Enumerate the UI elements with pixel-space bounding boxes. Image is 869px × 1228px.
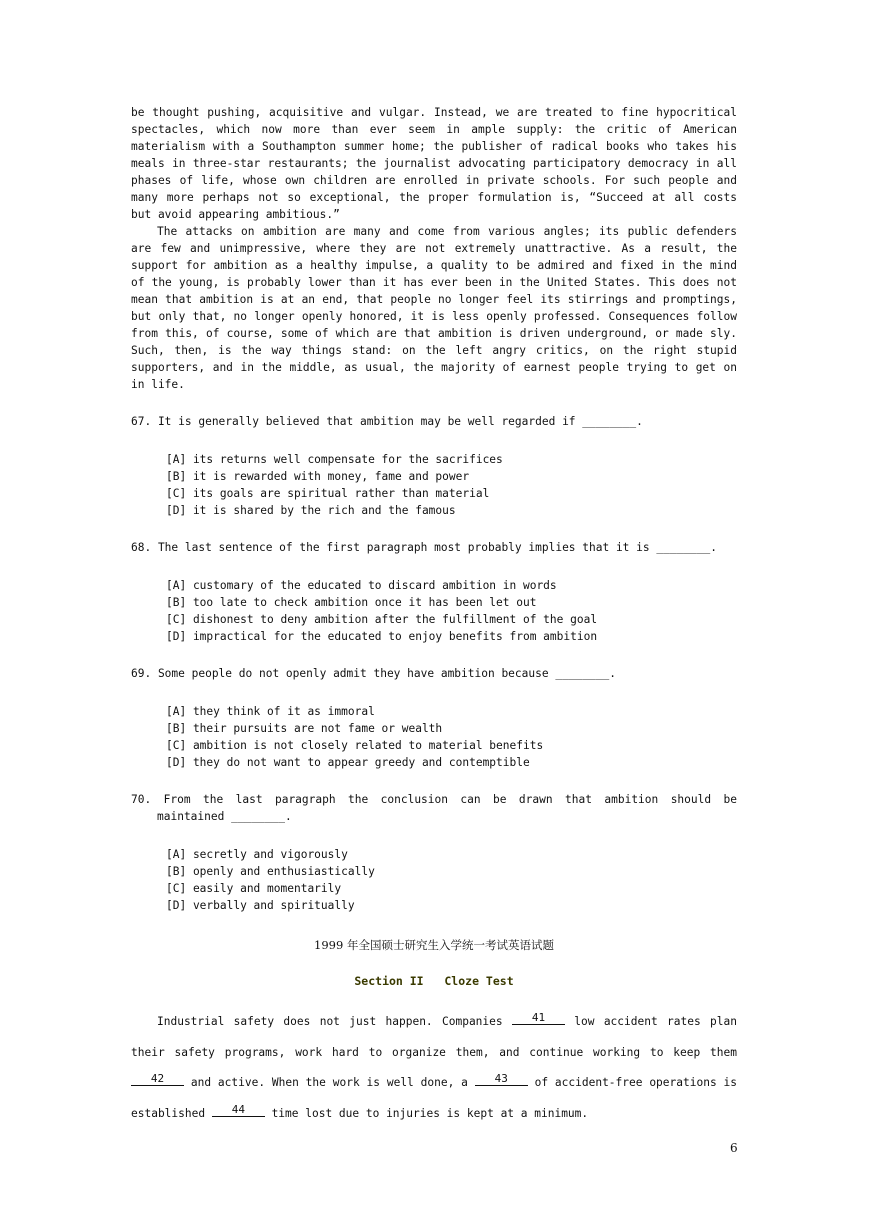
question-70-options (131, 846, 737, 914)
cloze-text: Industrial safety does not just happen. Companies (157, 1015, 512, 1028)
question-67-options (131, 451, 737, 519)
blank-41[interactable] (512, 1010, 565, 1025)
question-69-options (131, 703, 737, 771)
blank-number: 41 (531, 1011, 546, 1024)
option-b: [B] openly and enthusiastically (166, 865, 375, 878)
passage-paragraph-2: The attacks on ambition are many and come from various angles; its public defenders are few and unimpressive, where they are not extremely unattractive. As a result, the support for ambition as a healthy impulse, a quality to be admired and fixed in the mind of the young, is probably lower than it has ever been in the United States. This does not mean that ambition is at an end, that people no longer feel its stirrings and promptings, but only that, no longer openly honored, it is less openly professed. Consequences follow from this, of course, some of which are that ambition is driven underground, or made sly. Such, then, is the way things stand: on the left angry critics, on the right stupid supporters, and in the middle, as usual, the majority of earnest people trying to get on in life. (131, 225, 737, 391)
cloze-text: of accident-free operations is established (131, 1076, 737, 1120)
option-b: [B] too late to check ambition once it has been let out (166, 596, 537, 609)
option-a: [A] they think of it as immoral (166, 705, 375, 718)
option-d: [D] they do not want to appear greedy and contemptible (166, 756, 530, 769)
cloze-paragraph (131, 1007, 737, 1129)
blank-number: 42 (150, 1072, 165, 1085)
option-a: [A] customary of the educated to discard ambition in words (166, 579, 557, 592)
page-number: 6 (730, 1141, 738, 1155)
blank-44[interactable] (212, 1102, 265, 1117)
exam-title: 1999 年全国硕士研究生入学统一考试英语试题 (314, 938, 554, 952)
question-68-stem: 68. The last sentence of the first paragraph most probably implies that it is ________. (131, 541, 717, 554)
blank-42[interactable] (131, 1071, 184, 1086)
blank-number: 44 (231, 1102, 245, 1116)
question-67-stem: 67. It is generally believed that ambition may be well regarded if ________. (131, 415, 643, 428)
option-b: [B] it is rewarded with money, fame and power (166, 470, 470, 483)
blank-43[interactable] (475, 1071, 528, 1086)
option-a: [A] secretly and vigorously (166, 848, 348, 861)
option-d: [D] verbally and spiritually (166, 899, 355, 912)
option-d: [D] it is shared by the rich and the famous (166, 504, 456, 517)
blank-number: 43 (494, 1072, 508, 1085)
page-content (131, 104, 737, 1129)
option-a: [A] its returns well compensate for the sacrifices (166, 453, 503, 466)
option-c: [C] easily and momentarily (166, 882, 342, 895)
section-title: Section II Cloze Test (354, 974, 514, 988)
question-70-stem: 70. From the last paragraph the conclusion can be drawn that ambition should be maintained ________. (131, 793, 737, 823)
option-c: [C] ambition is not closely related to material benefits (166, 739, 544, 752)
option-c: [C] its goals are spiritual rather than material (166, 487, 490, 500)
option-c: [C] dishonest to deny ambition after the fulfillment of the goal (166, 613, 598, 626)
cloze-text: and active. When the work is well done, a (184, 1076, 475, 1089)
option-d: [D] impractical for the educated to enjoy benefits from ambition (166, 630, 598, 643)
cloze-text: time lost due to injuries is kept at a minimum. (264, 1106, 589, 1120)
cloze-text: low accident rates plan their safety programs, work hard to organize them, and continue working to keep them (131, 1015, 737, 1059)
passage-paragraph-1: be thought pushing, acquisitive and vulgar. Instead, we are treated to fine hypocritical spectacles, which now more than ever seem in ample supply: the critic of American materialism with a Southampton summer home; the publisher of radical books who takes his meals in three-star restaurants; the journalist advocating participatory democracy in all phases of life, whose own children are enrolled in private schools. For such people and many more perhaps not so exceptional, the proper formulation is, “Succeed at all costs but avoid appearing ambitious.” (131, 106, 737, 221)
option-b: [B] their pursuits are not fame or wealth (166, 722, 443, 735)
question-69-stem: 69. Some people do not openly admit they have ambition because ________. (131, 667, 616, 680)
question-68-options (131, 577, 737, 645)
